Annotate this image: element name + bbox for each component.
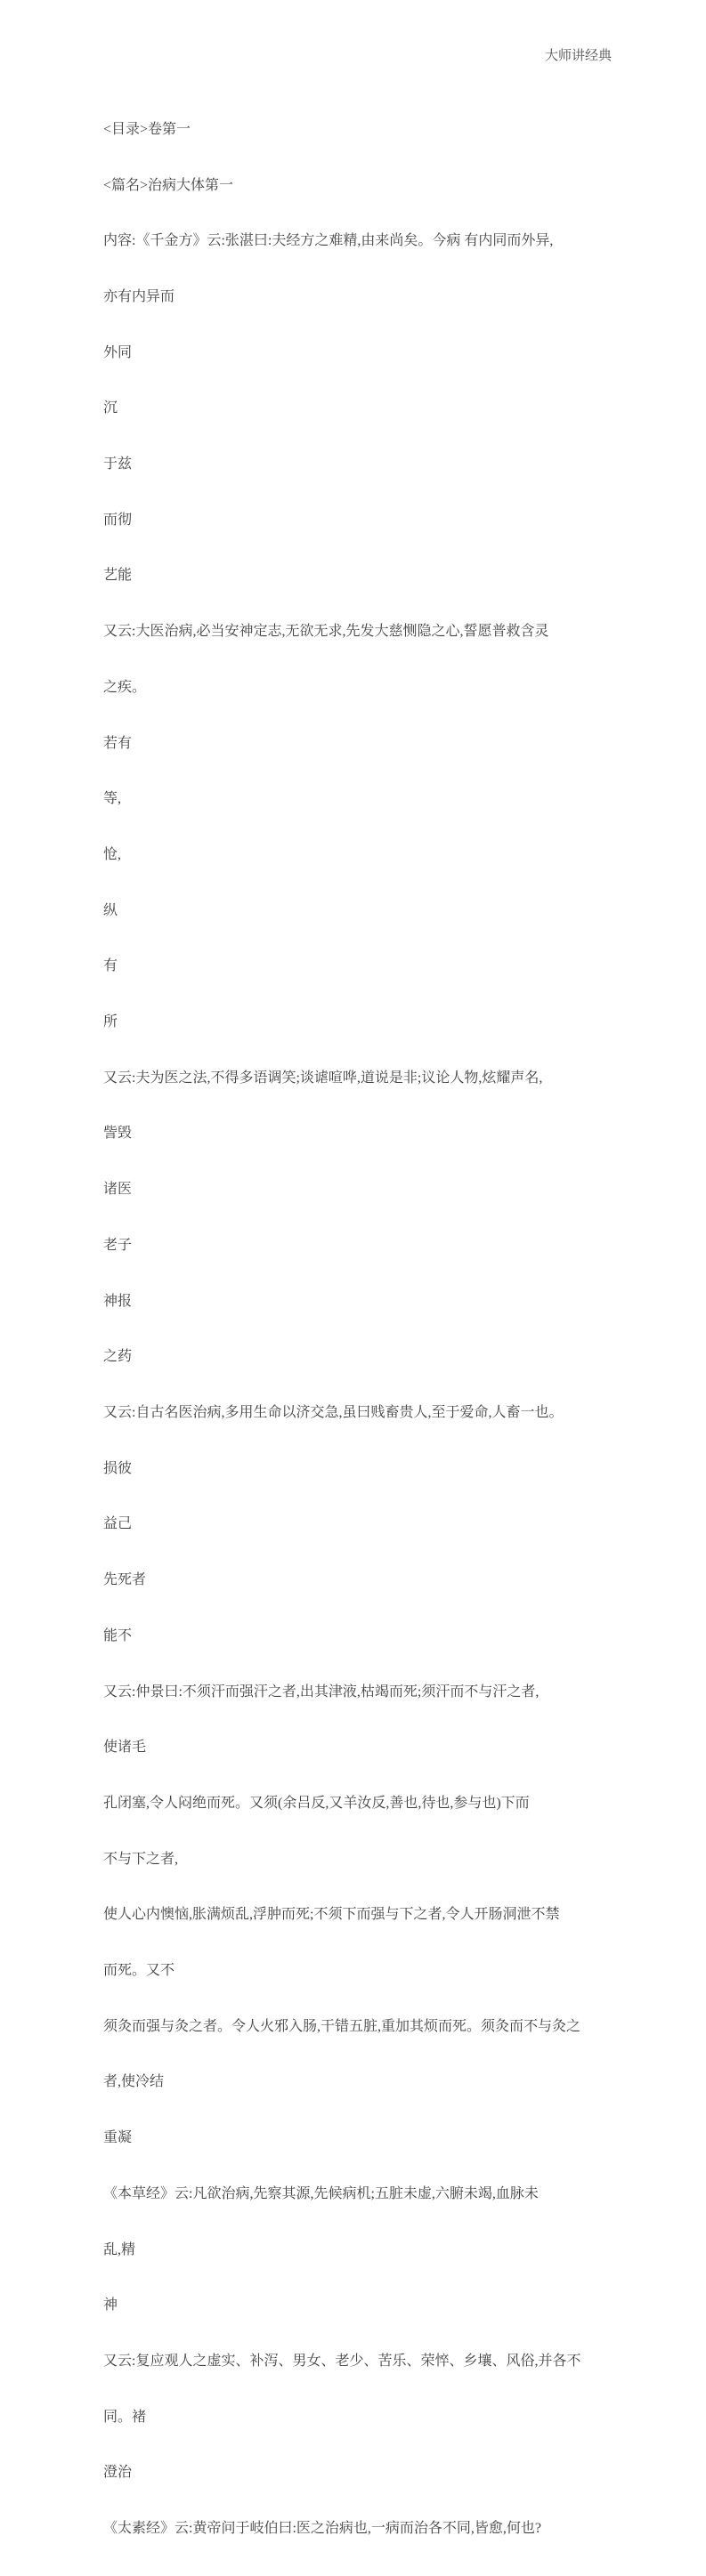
text-line: 者,使冷结 bbox=[103, 2074, 165, 2090]
text-line: 有 bbox=[103, 958, 118, 974]
text-line: 重凝 bbox=[103, 2130, 133, 2146]
text-line: 神 bbox=[103, 2297, 118, 2314]
text-line: 亦有内异而 bbox=[103, 288, 175, 304]
text-line: 而死。又不 bbox=[103, 1963, 175, 1979]
text-line: 诸医 bbox=[103, 1182, 133, 1198]
text-line: 又云:自古名医治病,多用生命以济交急,虽曰贱畜贵人,至于爱命,人畜一也。 bbox=[103, 1404, 564, 1420]
header-watermark: 大师讲经典 bbox=[544, 49, 612, 63]
text-line: 老子 bbox=[103, 1237, 133, 1253]
text-line: 又云:大医治病,必当安神定志,无欲无求,先发大慈恻隐之心,誓愿普救含灵 bbox=[103, 624, 549, 640]
text-line: 内容:《千金方》云:张湛曰:夫经方之难精,由来尚矣。今病 有内同而外异, bbox=[103, 233, 554, 249]
text-line: 先死者 bbox=[103, 1572, 147, 1588]
text-line: 须灸而强与灸之者。令人火邪入肠,干错五脏,重加其烦而死。须灸而不与灸之 bbox=[103, 2018, 581, 2034]
text-line: 等, bbox=[103, 791, 122, 807]
text-line: 使人心内懊恼,胀满烦乱,浮肿而死;不须下而强与下之者,令人开肠洞泄不禁 bbox=[103, 1907, 560, 1923]
text-line: 损彼 bbox=[103, 1460, 133, 1476]
text-line: 訾毁 bbox=[103, 1126, 133, 1142]
text-line-toc: <目录>卷第一 bbox=[103, 121, 191, 137]
text-line: 乱,精 bbox=[103, 2241, 136, 2257]
text-line: 之疾。 bbox=[103, 679, 147, 695]
text-line: 同。褚 bbox=[103, 2409, 147, 2425]
text-line: 怆, bbox=[103, 846, 122, 862]
text-line: 又云:仲景曰:不须汗而强汗之者,出其津液,枯竭而死;须汗而不与汗之者, bbox=[103, 1684, 540, 1700]
text-line: 使诸毛 bbox=[103, 1740, 147, 1756]
text-line: 又云:复应观人之虚实、补泻、男女、老少、苦乐、荣悴、乡壤、风俗,并各不 bbox=[103, 2353, 581, 2369]
text-line: 不与下之者, bbox=[103, 1851, 179, 1867]
text-line: 《太素经》云:黄帝问于岐伯曰:医之治病也,一病而治各不同,皆愈,何也? bbox=[103, 2521, 541, 2537]
text-line: 能不 bbox=[103, 1627, 133, 1643]
text-line: 沉 bbox=[103, 400, 118, 416]
text-line: 纵 bbox=[103, 902, 118, 918]
text-line: 之药 bbox=[103, 1349, 133, 1365]
document-body bbox=[103, 84, 637, 2576]
text-line: 又云:夫为医之法,不得多语调笑;谈谑喧哗,道说是非;议论人物,炫耀声名, bbox=[103, 1070, 543, 1086]
text-line: 神报 bbox=[103, 1293, 133, 1309]
text-line: 外同 bbox=[103, 344, 133, 360]
text-line: 益己 bbox=[103, 1516, 133, 1532]
text-line: 所 bbox=[103, 1014, 118, 1030]
text-line: 澄治 bbox=[103, 2465, 133, 2481]
text-line-title: <篇名>治病大体第一 bbox=[103, 177, 234, 193]
text-line: 艺能 bbox=[103, 568, 133, 584]
text-line: 于兹 bbox=[103, 456, 133, 472]
text-line: 若有 bbox=[103, 735, 133, 751]
text-line: 《本草经》云:凡欲治病,先察其源,先候病机;五脏未虚,六腑未竭,血脉未 bbox=[103, 2185, 539, 2201]
text-line: 孔闭塞,令人闷绝而死。又须(余吕反,又羊汝反,善也,待也,参与也)下而 bbox=[103, 1795, 530, 1811]
text-line: 而彻 bbox=[103, 512, 133, 528]
